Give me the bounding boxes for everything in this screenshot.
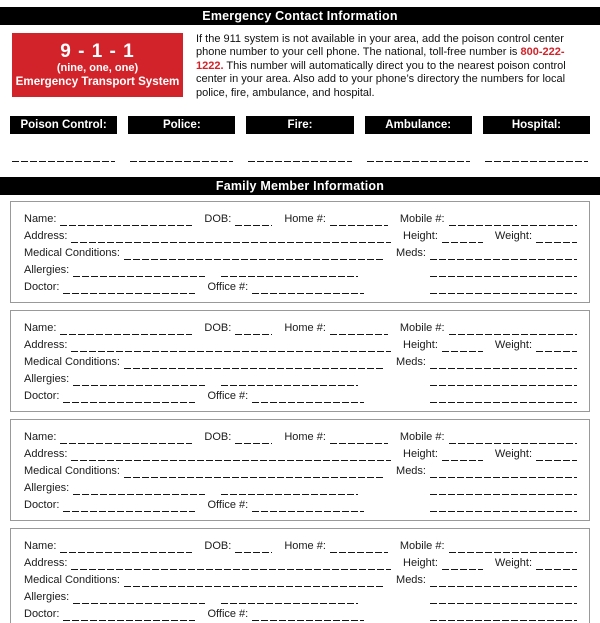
member-row-medical [24,461,577,478]
member-row-address [24,444,577,461]
home-number-line[interactable] [330,322,388,335]
member-row-medical [24,243,577,260]
dob-line[interactable] [235,431,272,444]
meds-label: Meds: [396,465,426,478]
height-label: Height: [403,448,438,461]
home-number-line[interactable] [330,213,388,226]
allergies-extra-line[interactable] [221,373,358,386]
weight-label: Weight: [494,557,532,570]
address-line[interactable] [71,230,391,243]
meds-line[interactable] [430,356,577,369]
mobile-number-label: Mobile #: [399,213,445,226]
office-number-label: Office #: [207,608,249,621]
mobile-number-label: Mobile #: [399,322,445,335]
meds-extra-line-1[interactable] [430,591,577,604]
911-subtitle: (nine, one, one) [56,62,139,74]
member-row-doctor [24,604,577,621]
allergies-extra-line[interactable] [221,591,358,604]
member-row-identity [24,209,577,226]
911-badge [12,33,183,97]
hospital-number-line[interactable] [485,149,588,162]
instructions-before-phone: If the 911 system is not available in your area, add the poison control center phone number to your cell phone. The national, toll-free number is [196,33,564,59]
member-row-address [24,226,577,243]
height-label: Height: [403,557,438,570]
allergies-label: Allergies: [24,591,70,604]
weight-line[interactable] [536,557,577,570]
weight-line[interactable] [536,448,577,461]
meds-extra-line-1[interactable] [430,482,577,495]
contact-label-fire: Fire: [246,116,353,134]
height-line[interactable] [442,557,483,570]
name-label: Name: [24,540,57,553]
meds-line[interactable] [430,465,577,478]
emergency-contacts-fill-row [12,149,588,162]
intro-section [12,33,588,100]
meds-extra-line-2[interactable] [430,499,577,512]
family-header-title: Family Member Information [215,179,385,194]
meds-label: Meds: [396,574,426,587]
address-line[interactable] [71,339,391,352]
doctor-line[interactable] [63,499,195,512]
dob-label: DOB: [204,213,232,226]
meds-extra-line-1[interactable] [430,264,577,277]
medical-conditions-line[interactable] [124,465,384,478]
mobile-number-line[interactable] [449,540,577,553]
member-row-doctor [24,277,577,294]
name-label: Name: [24,213,57,226]
doctor-line[interactable] [63,390,195,403]
member-row-identity [24,318,577,335]
family-member-block-3 [10,419,590,521]
doctor-label: Doctor: [24,499,60,512]
member-row-address [24,553,577,570]
name-line[interactable] [60,322,192,335]
allergies-label: Allergies: [24,373,70,386]
allergies-label: Allergies: [24,264,70,277]
home-number-label: Home #: [284,431,326,444]
dob-label: DOB: [204,540,232,553]
mobile-number-label: Mobile #: [399,431,445,444]
medical-conditions-line[interactable] [124,247,384,260]
family-member-block-4 [10,528,590,623]
allergies-line[interactable] [73,264,205,277]
doctor-line[interactable] [63,281,195,294]
meds-label: Meds: [396,356,426,369]
dob-line[interactable] [235,540,272,553]
doctor-line[interactable] [63,608,195,621]
family-member-block-1 [10,201,590,303]
address-line[interactable] [71,448,391,461]
allergies-label: Allergies: [24,482,70,495]
meds-line[interactable] [430,574,577,587]
home-number-label: Home #: [284,322,326,335]
height-label: Height: [403,230,438,243]
member-row-allergies [24,587,577,604]
contact-label-hospital: Hospital: [483,116,590,134]
height-line[interactable] [442,448,483,461]
mobile-number-line[interactable] [449,213,577,226]
allergies-line[interactable] [73,482,205,495]
medical-conditions-label: Medical Conditions: [24,247,120,260]
dob-line[interactable] [235,322,272,335]
911-number: 9 - 1 - 1 [60,41,135,62]
doctor-label: Doctor: [24,281,60,294]
emergency-header-title: Emergency Contact Information [202,9,398,23]
address-line[interactable] [71,557,391,570]
member-row-medical [24,352,577,369]
weight-line[interactable] [536,339,577,352]
dob-label: DOB: [204,431,232,444]
poison-control-number-line[interactable] [12,149,115,162]
member-row-doctor [24,386,577,403]
member-row-address [24,335,577,352]
office-number-line[interactable] [252,608,364,621]
office-number-line[interactable] [252,281,364,294]
medical-conditions-line[interactable] [124,574,384,587]
allergies-extra-line[interactable] [221,264,358,277]
meds-line[interactable] [430,247,577,260]
member-row-allergies [24,260,577,277]
police-number-line[interactable] [130,149,233,162]
family-member-block-2 [10,310,590,412]
meds-extra-line-2[interactable] [430,390,577,403]
section-header-emergency-contact [0,7,600,25]
doctor-label: Doctor: [24,608,60,621]
mobile-number-line[interactable] [449,322,577,335]
weight-line[interactable] [536,230,577,243]
ambulance-number-line[interactable] [367,149,470,162]
weight-label: Weight: [494,448,532,461]
medical-conditions-label: Medical Conditions: [24,356,120,369]
instructions-after-phone: This number will automatically direct you to the nearest poison control center in your area. Also add to your phone’s directory the numbers for local police, fire, ambulance, and hospital. [196,59,566,99]
allergies-extra-line[interactable] [221,482,358,495]
member-row-allergies [24,478,577,495]
meds-label: Meds: [396,247,426,260]
fire-number-line[interactable] [248,149,351,162]
meds-extra-line-2[interactable] [430,608,577,621]
medical-conditions-label: Medical Conditions: [24,574,120,587]
member-row-allergies [24,369,577,386]
name-label: Name: [24,322,57,335]
weight-label: Weight: [494,230,532,243]
home-number-line[interactable] [330,540,388,553]
office-number-line[interactable] [252,390,364,403]
address-label: Address: [24,339,68,352]
contact-label-poison-control: Poison Control: [10,116,117,134]
member-row-medical [24,570,577,587]
office-number-label: Office #: [207,390,249,403]
name-line[interactable] [60,431,192,444]
height-line[interactable] [442,230,483,243]
dob-line[interactable] [235,213,272,226]
office-number-label: Office #: [207,281,249,294]
address-label: Address: [24,448,68,461]
height-label: Height: [403,339,438,352]
dob-label: DOB: [204,322,232,335]
office-number-line[interactable] [252,499,364,512]
name-line[interactable] [60,213,192,226]
member-row-identity [24,536,577,553]
weight-label: Weight: [494,339,532,352]
home-number-line[interactable] [330,431,388,444]
meds-extra-line-2[interactable] [430,281,577,294]
member-row-identity [24,427,577,444]
911-caption: Emergency Transport System [15,75,180,88]
height-line[interactable] [442,339,483,352]
member-row-doctor [24,495,577,512]
home-number-label: Home #: [284,213,326,226]
address-label: Address: [24,557,68,570]
emergency-contacts-label-row [10,116,590,134]
family-members-list [0,195,600,623]
mobile-number-line[interactable] [449,431,577,444]
allergies-line[interactable] [73,373,205,386]
home-number-label: Home #: [284,540,326,553]
office-number-label: Office #: [207,499,249,512]
contact-label-police: Police: [128,116,235,134]
allergies-line[interactable] [73,591,205,604]
meds-extra-line-1[interactable] [430,373,577,386]
name-label: Name: [24,431,57,444]
medical-conditions-line[interactable] [124,356,384,369]
medical-conditions-label: Medical Conditions: [24,465,120,478]
contact-label-ambulance: Ambulance: [365,116,472,134]
doctor-label: Doctor: [24,390,60,403]
section-header-family-member [0,177,600,195]
poison-control-instructions [196,33,588,100]
poison-control-phone-number: 800-222-1222. [196,46,565,72]
address-label: Address: [24,230,68,243]
name-line[interactable] [60,540,192,553]
mobile-number-label: Mobile #: [399,540,445,553]
